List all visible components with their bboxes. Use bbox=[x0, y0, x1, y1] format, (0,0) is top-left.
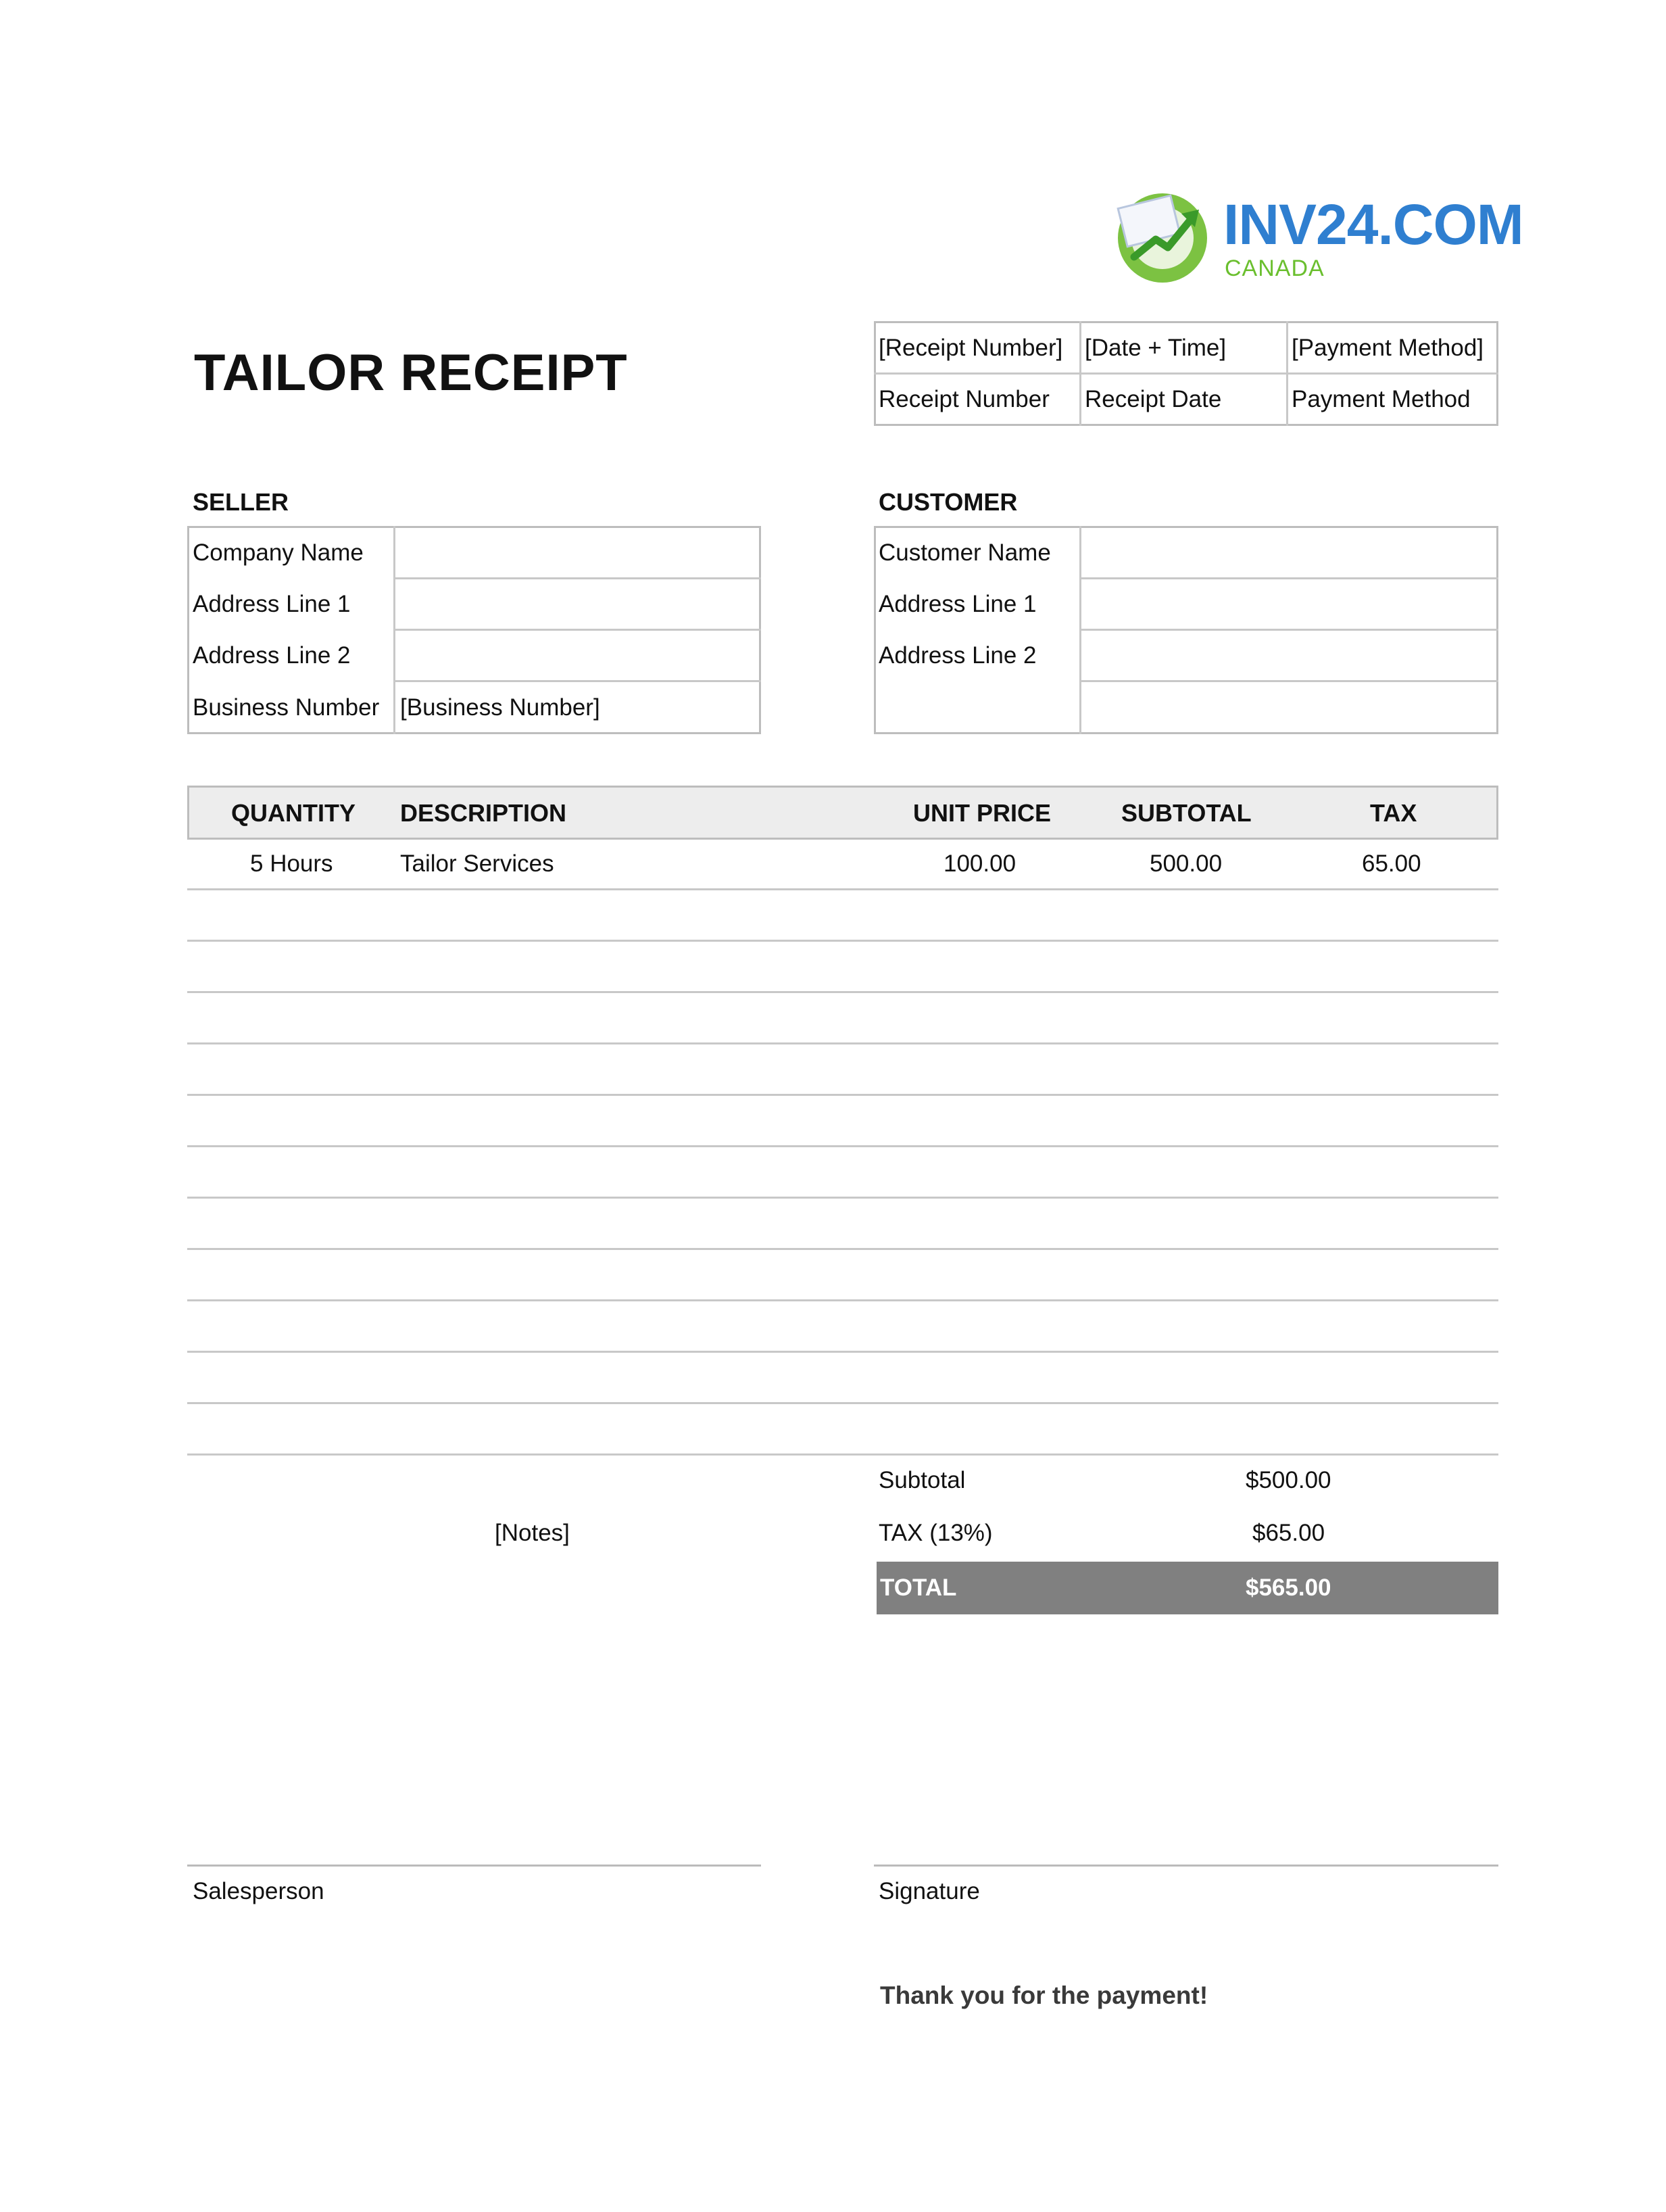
total-label: TOTAL bbox=[880, 1574, 957, 1601]
payment-method-label: Payment Method bbox=[1292, 386, 1471, 412]
table-row-divider bbox=[187, 1145, 1498, 1147]
divider bbox=[393, 680, 761, 682]
table-row-divider bbox=[187, 991, 1498, 993]
column-header-unit-price: UNIT PRICE bbox=[913, 799, 1052, 827]
table-row-divider bbox=[187, 1453, 1498, 1456]
receipt-number-value[interactable]: [Receipt Number] bbox=[879, 335, 1063, 361]
table-row-divider bbox=[187, 1094, 1498, 1096]
divider bbox=[393, 629, 761, 631]
salesperson-label: Salesperson bbox=[193, 1878, 324, 1904]
business-number-field[interactable]: [Business Number] bbox=[400, 694, 600, 721]
table-row-divider bbox=[187, 1042, 1498, 1044]
column-header-description: DESCRIPTION bbox=[400, 799, 567, 827]
table-row-divider bbox=[187, 1351, 1498, 1353]
receipt-date-value[interactable]: [Date + Time] bbox=[1085, 335, 1227, 361]
divider bbox=[1079, 321, 1081, 426]
signature-label: Signature bbox=[879, 1878, 980, 1904]
logo-country: CANADA bbox=[1225, 256, 1325, 281]
divider bbox=[1079, 629, 1498, 631]
customer-address1-label: Address Line 1 bbox=[879, 591, 1037, 617]
column-header-quantity: QUANTITY bbox=[231, 799, 356, 827]
subtotal-label: Subtotal bbox=[879, 1467, 966, 1493]
item-tax[interactable]: 65.00 bbox=[1362, 850, 1421, 877]
table-row-divider bbox=[187, 888, 1498, 890]
subtotal-value: $500.00 bbox=[1246, 1467, 1331, 1493]
thank-you-message: Thank you for the payment! bbox=[880, 1981, 1208, 2009]
table-row-divider bbox=[187, 1248, 1498, 1250]
page-title: TAILOR RECEIPT bbox=[194, 344, 628, 402]
seller-address2-label: Address Line 2 bbox=[193, 642, 351, 669]
table-row-divider bbox=[187, 1197, 1498, 1199]
item-subtotal[interactable]: 500.00 bbox=[1150, 850, 1223, 877]
item-unit-price[interactable]: 100.00 bbox=[944, 850, 1016, 877]
business-number-label: Business Number bbox=[193, 694, 380, 721]
tax-label: TAX (13%) bbox=[879, 1520, 993, 1546]
tax-value: $65.00 bbox=[1252, 1520, 1325, 1546]
table-row-divider bbox=[187, 1402, 1498, 1404]
total-bar bbox=[877, 1562, 1498, 1614]
divider bbox=[1079, 680, 1498, 682]
table-row-divider bbox=[187, 940, 1498, 942]
receipt-date-label: Receipt Date bbox=[1085, 386, 1222, 412]
logo-emblem-icon bbox=[1108, 183, 1223, 291]
payment-method-value[interactable]: [Payment Method] bbox=[1292, 335, 1484, 361]
customer-heading: CUSTOMER bbox=[879, 488, 1018, 516]
customer-address2-label: Address Line 2 bbox=[879, 642, 1037, 669]
item-quantity[interactable]: 5 Hours bbox=[250, 850, 333, 877]
items-table-header bbox=[187, 786, 1498, 840]
customer-name-label: Customer Name bbox=[879, 539, 1051, 566]
item-description[interactable]: Tailor Services bbox=[400, 850, 554, 877]
receipt-number-label: Receipt Number bbox=[879, 386, 1050, 412]
divider bbox=[1286, 321, 1288, 426]
total-value: $565.00 bbox=[1246, 1574, 1331, 1601]
divider bbox=[874, 372, 1498, 375]
divider bbox=[393, 577, 761, 579]
divider bbox=[1079, 577, 1498, 579]
seller-heading: SELLER bbox=[193, 488, 289, 516]
table-row-divider bbox=[187, 1299, 1498, 1301]
column-header-tax: TAX bbox=[1370, 799, 1417, 827]
salesperson-line bbox=[187, 1865, 761, 1867]
company-logo bbox=[1108, 183, 1523, 291]
notes-field[interactable]: [Notes] bbox=[495, 1520, 570, 1546]
signature-line bbox=[874, 1865, 1498, 1867]
company-name-label: Company Name bbox=[193, 539, 364, 566]
logo-name: INV24.COM bbox=[1223, 193, 1523, 256]
seller-address1-label: Address Line 1 bbox=[193, 591, 351, 617]
column-header-subtotal: SUBTOTAL bbox=[1121, 799, 1252, 827]
